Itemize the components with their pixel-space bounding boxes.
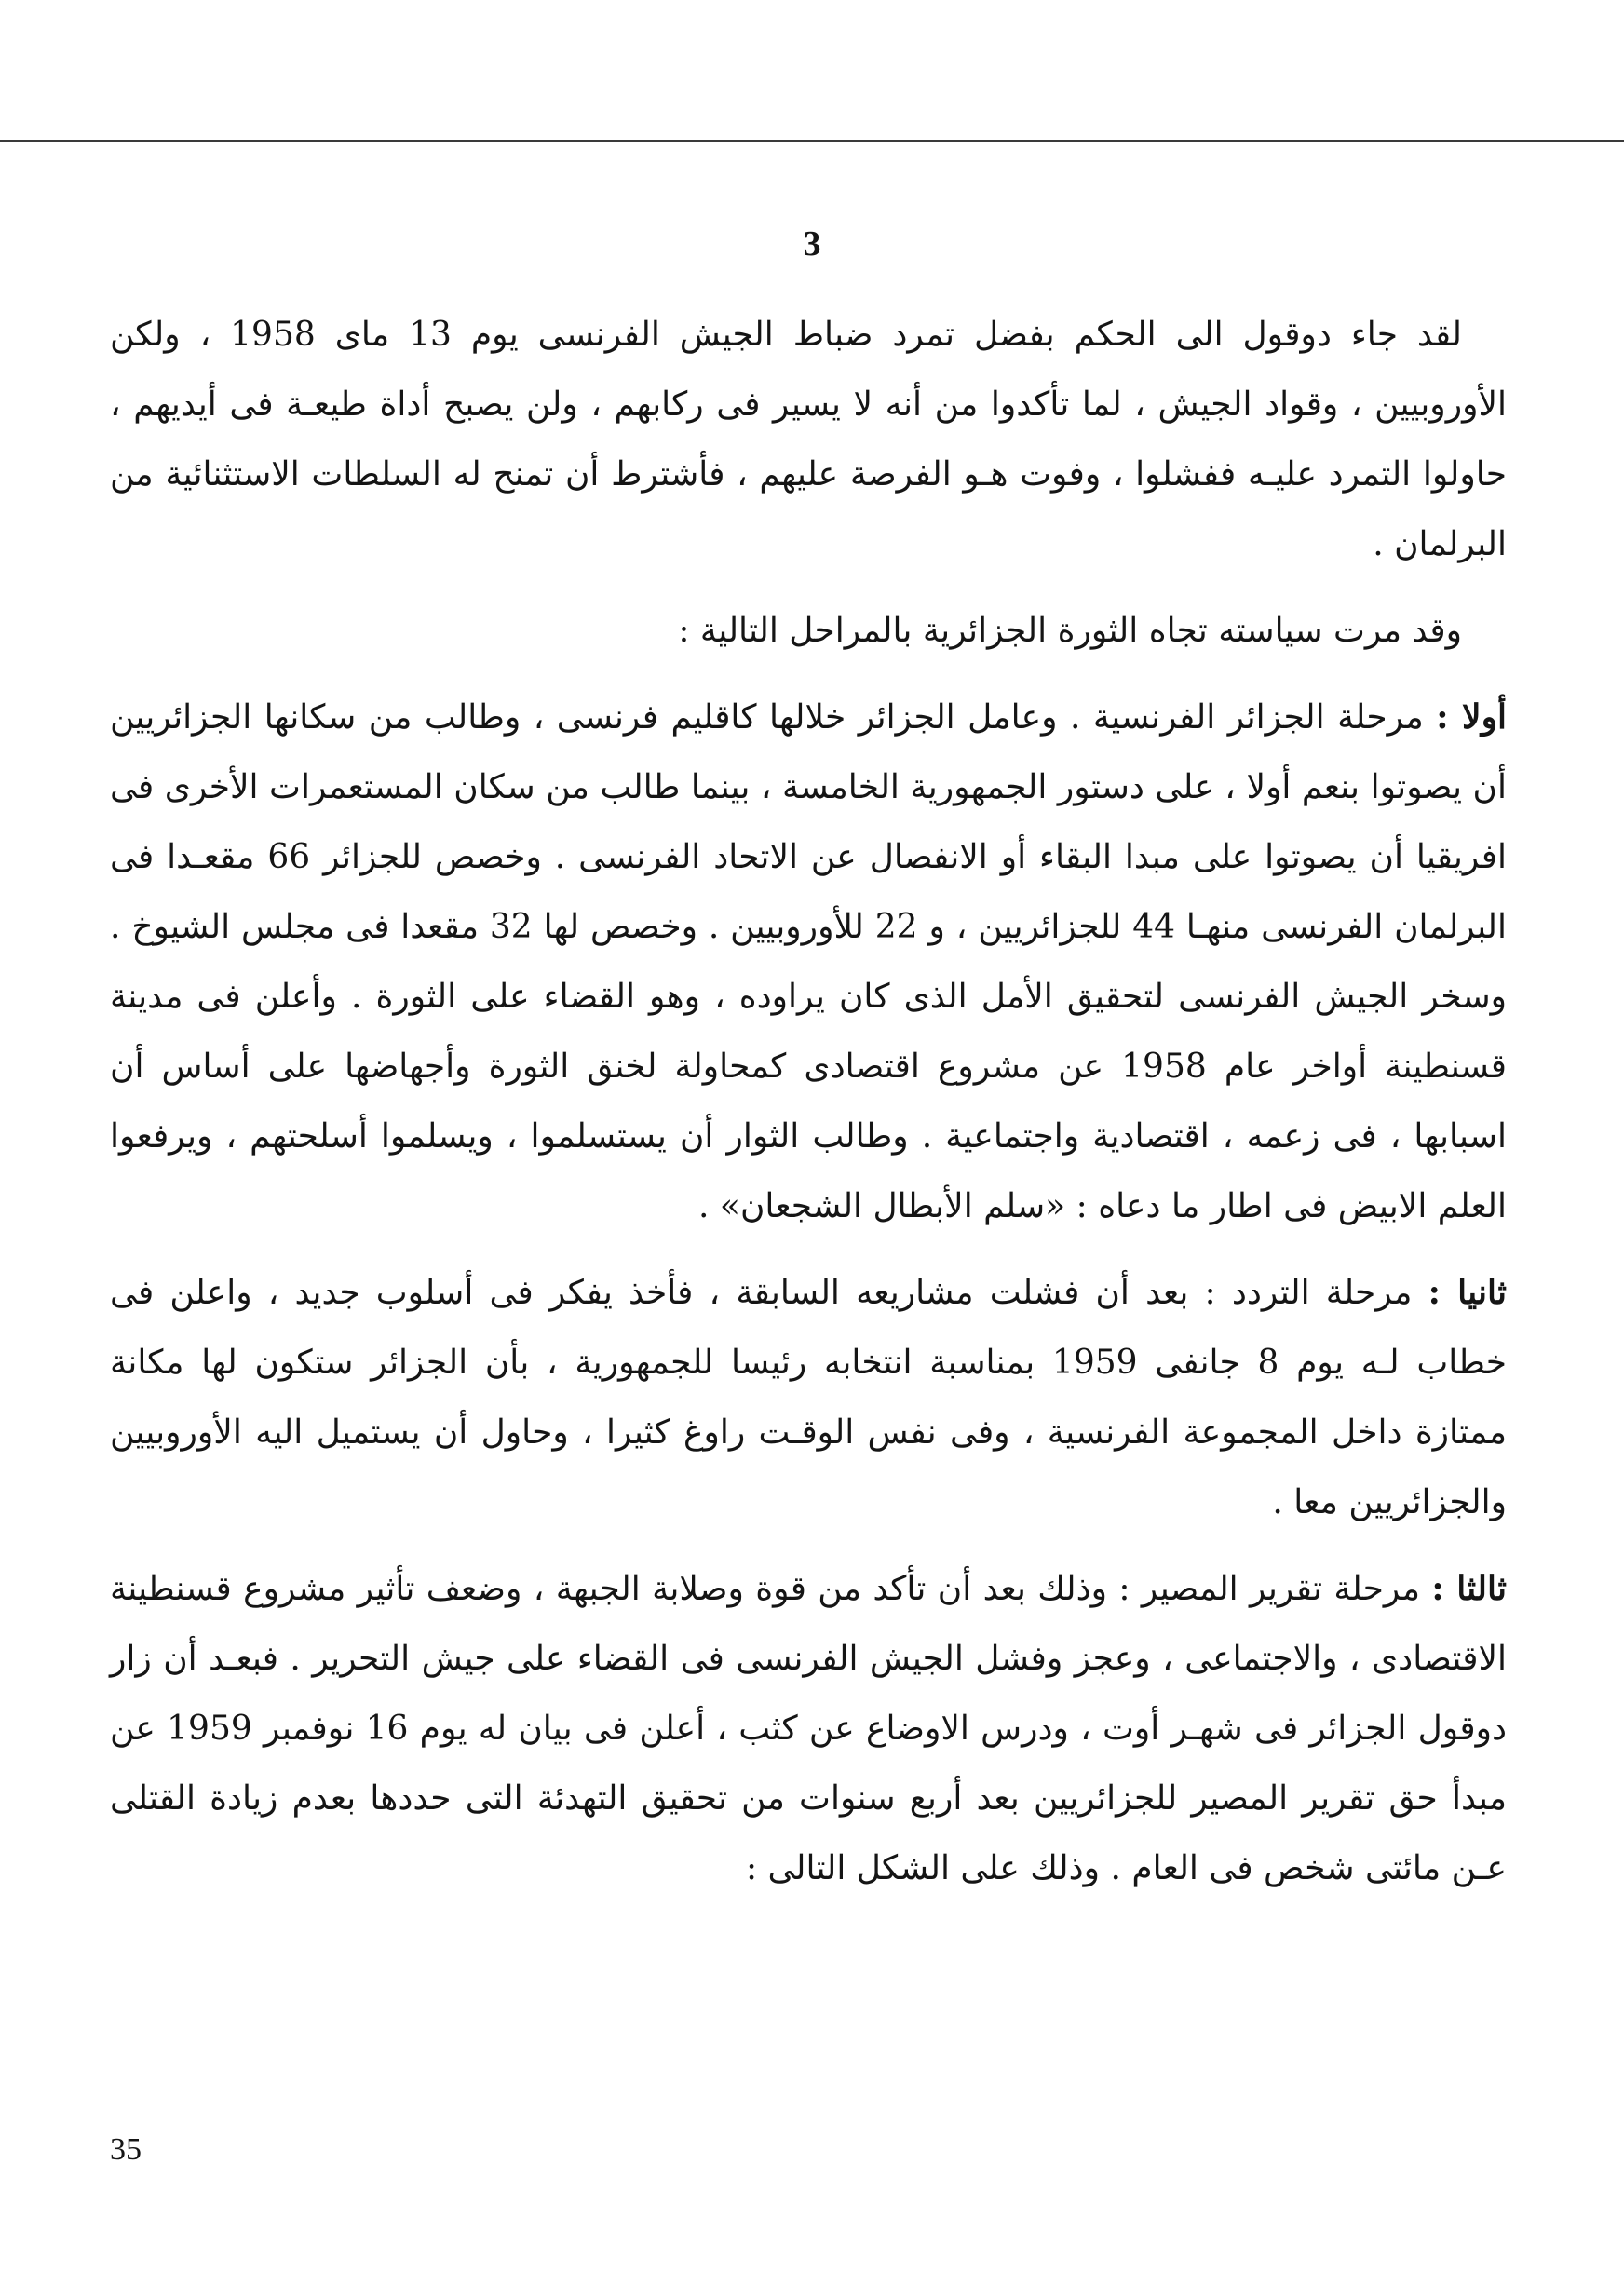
paragraph-lead: ثانيا : xyxy=(1428,1273,1508,1312)
paragraph-lead: ثالثا : xyxy=(1431,1569,1507,1608)
paragraph-stage-one xyxy=(110,683,1507,1241)
page-number: 35 xyxy=(110,2132,142,2167)
top-rule xyxy=(0,140,1624,142)
paragraph-stages-intro xyxy=(110,596,1507,666)
paragraph-text: مرحلة التردد : بعد أن فشلت مشاريعه السابقة ، فأخذ يفكر فى أسلوب جديد ، واعلن فى خطاب لـه يوم 8 جانفى 1959 بمناسبة انتخابه رئيسا للجمهورية ، بأن الجزائر ستكون لها مكانة ممتازة داخل المجموعة الفرنسية ، وفى نفس الوقـت راوغ كثيرا ، وحاول أن يستميل اليه الأوروبيين والجزائريين معا . xyxy=(110,1274,1507,1521)
body-text xyxy=(110,300,1507,1920)
paragraph-text: مرحلة الجزائر الفرنسية . وعامل الجزائر خلالها كاقليم فرنسى ، وطالب من سكانها الجزائريين أن يصوتوا بنعم أولا ، على دستور الجمهورية الخامسة ، بينما طالب من سكان المستعمرات الأخرى فى افريقيا أن يصوتوا على مبدا البقاء أو الانفصال عن الاتحاد الفرنسى . وخصص للجزائر 66 مقعـدا فى البرلمان الفرنسى منهـا 44 للجزائريين ، و 22 للأوروبيين . وخصص لها 32 مقعدا فى مجلس الشيوخ . وسخر الجيش الفرنسى لتحقيق الأمل الذى كان يراوده ، وهو القضاء على الثورة . وأعلن فى مدينة قسنطينة أواخر عام 1958 عن مشروع اقتصادى كمحاولة لخنق الثورة وأجهاضها على أساس أن اسبابها ، فى زعمه ، اقتصادية واجتماعية . وطالب الثوار أن يستسلموا ، ويسلموا أسلحتهم ، ويرفعوا العلم الابيض فى اطار ما دعاه : «سلم الأبطال الشجعان» . xyxy=(110,698,1508,1225)
paragraph-text: لقد جاء دوقول الى الحكم بفضل تمرد ضباط الجيش الفرنسى يوم 13 ماى 1958 ، ولكن الأوروبيين ، وقواد الجيش ، لما تأكدوا من أنه لا يسير فى ركابهم ، ولن يصبح أداة طيعـة فى أيديهم ، حاولوا التمرد عليـه ففشلوا ، وفوت هـو الفرصة عليهم ، فأشترط أن تمنح له السلطات الاستثنائية من البرلمان . xyxy=(110,316,1507,563)
section-number: 3 xyxy=(803,224,821,264)
paragraph-lead: أولا : xyxy=(1436,697,1507,737)
paragraph-text: وقد مرت سياسته تجاه الثورة الجزائرية بالمراحل التالية : xyxy=(678,612,1462,650)
paragraph-stage-two xyxy=(110,1258,1507,1537)
paragraph-stage-three xyxy=(110,1554,1507,1903)
paragraph-intro xyxy=(110,300,1507,579)
paragraph-text: مرحلة تقرير المصير : وذلك بعد أن تأكد من قوة وصلابة الجبهة ، وضعف تأثير مشروع قسنطينة الاقتصادى ، والاجتماعى ، وعجز وفشل الجيش الفرنسى فى القضاء على جيش التحرير . فبعـد أن زار دوقول الجزائر فى شهـر أوت ، ودرس الاوضاع عن كثب ، أعلن فى بيان له يوم 16 نوفمبر 1959 عن مبدأ حق تقرير المصير للجزائريين بعد أربع سنوات من تحقيق التهدئة التى حددها بعدم زيادة القتلى عـن مائتى شخص فى العام . وذلك على الشكل التالى : xyxy=(110,1570,1507,1887)
